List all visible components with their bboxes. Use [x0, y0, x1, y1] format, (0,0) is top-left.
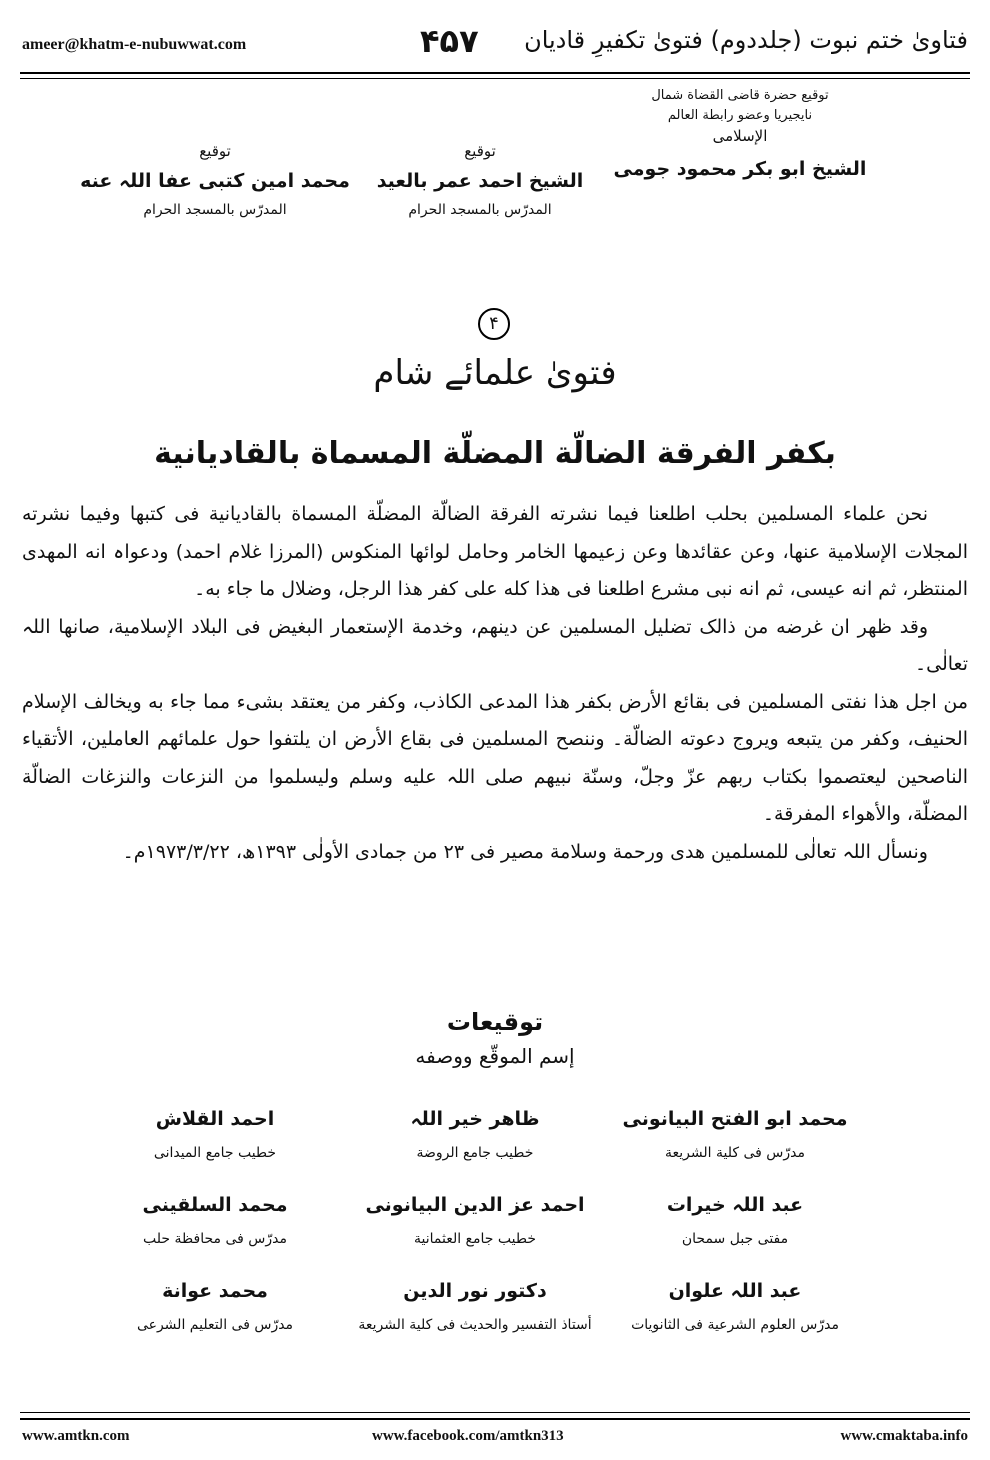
signature-name: الشیخ احمد عمر بالعید [376, 170, 584, 192]
footer-rule-thin [20, 1412, 970, 1413]
signature-title-line: الإسلامی [712, 127, 768, 145]
signature-desc: خطیب جامع العثمانیة [413, 1231, 536, 1247]
signature-desc: مدرّس فی محافظة حلب [143, 1231, 287, 1247]
signature-desc: مدرّس فی التعلیم الشرعی [136, 1317, 294, 1333]
footer-rule [20, 1418, 970, 1420]
signature-cell [85, 1108, 345, 1164]
footer-link-cmaktaba[interactable]: www.cmaktaba.info [840, 1428, 968, 1444]
signature-desc: المدرّس بالمسجد الحرام [408, 202, 552, 218]
signature-name: ظاهر خیر اللہ [410, 1108, 540, 1130]
signature-desc: أستاذ التفسیر والحدیث فی کلیة الشریعة [358, 1317, 592, 1333]
signature-name: الشیخ ابو بکر محمود جومی [613, 158, 867, 180]
signature-cell [85, 1280, 345, 1336]
signature-desc: مفتی جبل سمحان [681, 1231, 789, 1247]
signatures-subheading: إسم الموقّع ووصفه [415, 1044, 575, 1068]
body-paragraph: وقد ظهر ان غرضه من ذالک تضلیل المسلمین عن دینهم، وخدمة الإستعمار البغیض فی البلاد الإسلامیة، صانها اللہ تعالٰی۔ [22, 615, 968, 675]
signature-name: عبد اللہ علوان [668, 1280, 802, 1302]
header-rule-thin [20, 78, 970, 79]
page-number: ۴۵۷ [420, 22, 479, 60]
signature-name: محمد امین کتبی عفا اللہ عنه [80, 170, 350, 192]
signature-name: دکتور نور الدین [403, 1280, 547, 1302]
signature-role: توقیع [464, 142, 496, 160]
signatures-heading: توقیعات [446, 1008, 544, 1036]
signature-cell [590, 1280, 880, 1336]
signature-cell [85, 1194, 345, 1250]
fatwa-body [22, 496, 968, 871]
signature-title-line: نایجیریا وعضو رابطة العالم [667, 108, 813, 123]
signature-cell [590, 1194, 880, 1250]
top-signature [355, 138, 605, 218]
top-signatures [0, 86, 990, 256]
footer-link-amtkn[interactable]: www.amtkn.com [22, 1428, 130, 1444]
body-paragraph: من اجل هذا نفتی المسلمین فی بقائع الأرض بکفر هذا المدعی الکاذب، وکفر من یعتقد بشیء مما جاء به ویخالف الإسلام الحنیف، وکفر من یتبعه ویروج دعوته الضالّة۔ وننصح المسلمین فی بقاع الأرض ان یلتفوا حول علمائهم العاملین، الأتقیاء الناصحین لیعتصموا بکتاب ربهم عزّ وجلّ، وسنّة نبیهم صلی اللہ علیه وسلم ولیسلموا من النزعات والنزغات الضالّة المضلّة، والأهواء المفرقة۔ [22, 690, 968, 825]
signature-desc: مدرّس العلوم الشرعیة فی الثانویات [631, 1317, 839, 1333]
footer-link-facebook[interactable]: www.facebook.com/amtkn313 [372, 1428, 564, 1444]
signature-name: محمد عوانة [162, 1280, 268, 1302]
signature-desc: المدرّس بالمسجد الحرام [143, 202, 287, 218]
signature-cell [590, 1108, 880, 1164]
signature-cell [345, 1194, 605, 1250]
fatwa-title: فتویٰ علمائے شام [373, 353, 617, 393]
signature-cell [345, 1108, 605, 1164]
section-number: ۴ [478, 308, 510, 340]
signature-name: محمد ابو الفتح البیانونی [622, 1108, 848, 1130]
signature-name: محمد السلقینی [142, 1194, 288, 1216]
signature-desc: مدرّس فی کلیة الشریعة [665, 1145, 805, 1161]
signature-name: احمد عز الدین البیانونی [365, 1194, 585, 1216]
signature-cell [345, 1280, 605, 1336]
signature-desc: خطیب جامع المیدانی [153, 1145, 277, 1161]
book-title: فتاویٰ ختم نبوت (جلددوم) فتویٰ تکفیرِ قادیان [524, 26, 968, 54]
signature-desc: خطیب جامع الروضة [416, 1145, 534, 1161]
header-email: ameer@khatm-e-nubuwwat.com [22, 36, 247, 53]
signature-role: توقیع [199, 142, 231, 160]
fatwa-subtitle: بکفر الفرقة الضالّة المضلّة المسماة بالقادیانیة [154, 436, 836, 471]
signature-title-line: توقیع حضرة قاضی القضاة شمال [651, 88, 829, 103]
signature-name: عبد اللہ خیرات [666, 1194, 804, 1216]
top-signature [80, 138, 350, 218]
page-header [0, 0, 990, 60]
body-paragraph: ونسأل اللہ تعالٰی للمسلمین هدی ورحمة وسلامة مصیر فی ۲۳ من جمادی الأولٰی ۱۳۹۳ھ، ۱۹۷۳/۳/۲۲م۔ [122, 840, 928, 863]
top-signature [590, 86, 890, 180]
signatures-heading-block [0, 1008, 990, 1068]
signature-name: احمد القلاش [155, 1108, 275, 1130]
body-paragraph: نحن علماء المسلمین بحلب اطلعنا فیما نشرته الفرقة الضالّة المضلّة المسماة بالقادیانیة فی کتبها وفیما نشرته المجلات الإسلامیة عنها، وعن عقائدها وعن زعیمها الخامر وحامل لوائها المنکوس (المرزا غلام احمد) ودعواہ انه المهدی المنتظر، ثم انه عیسی، ثم انه نبی مشرع اطلعنا فی هذا کله علی کفر هذا الرجل، وضلال ما جاء به۔ [22, 503, 968, 600]
header-rule [20, 72, 970, 74]
